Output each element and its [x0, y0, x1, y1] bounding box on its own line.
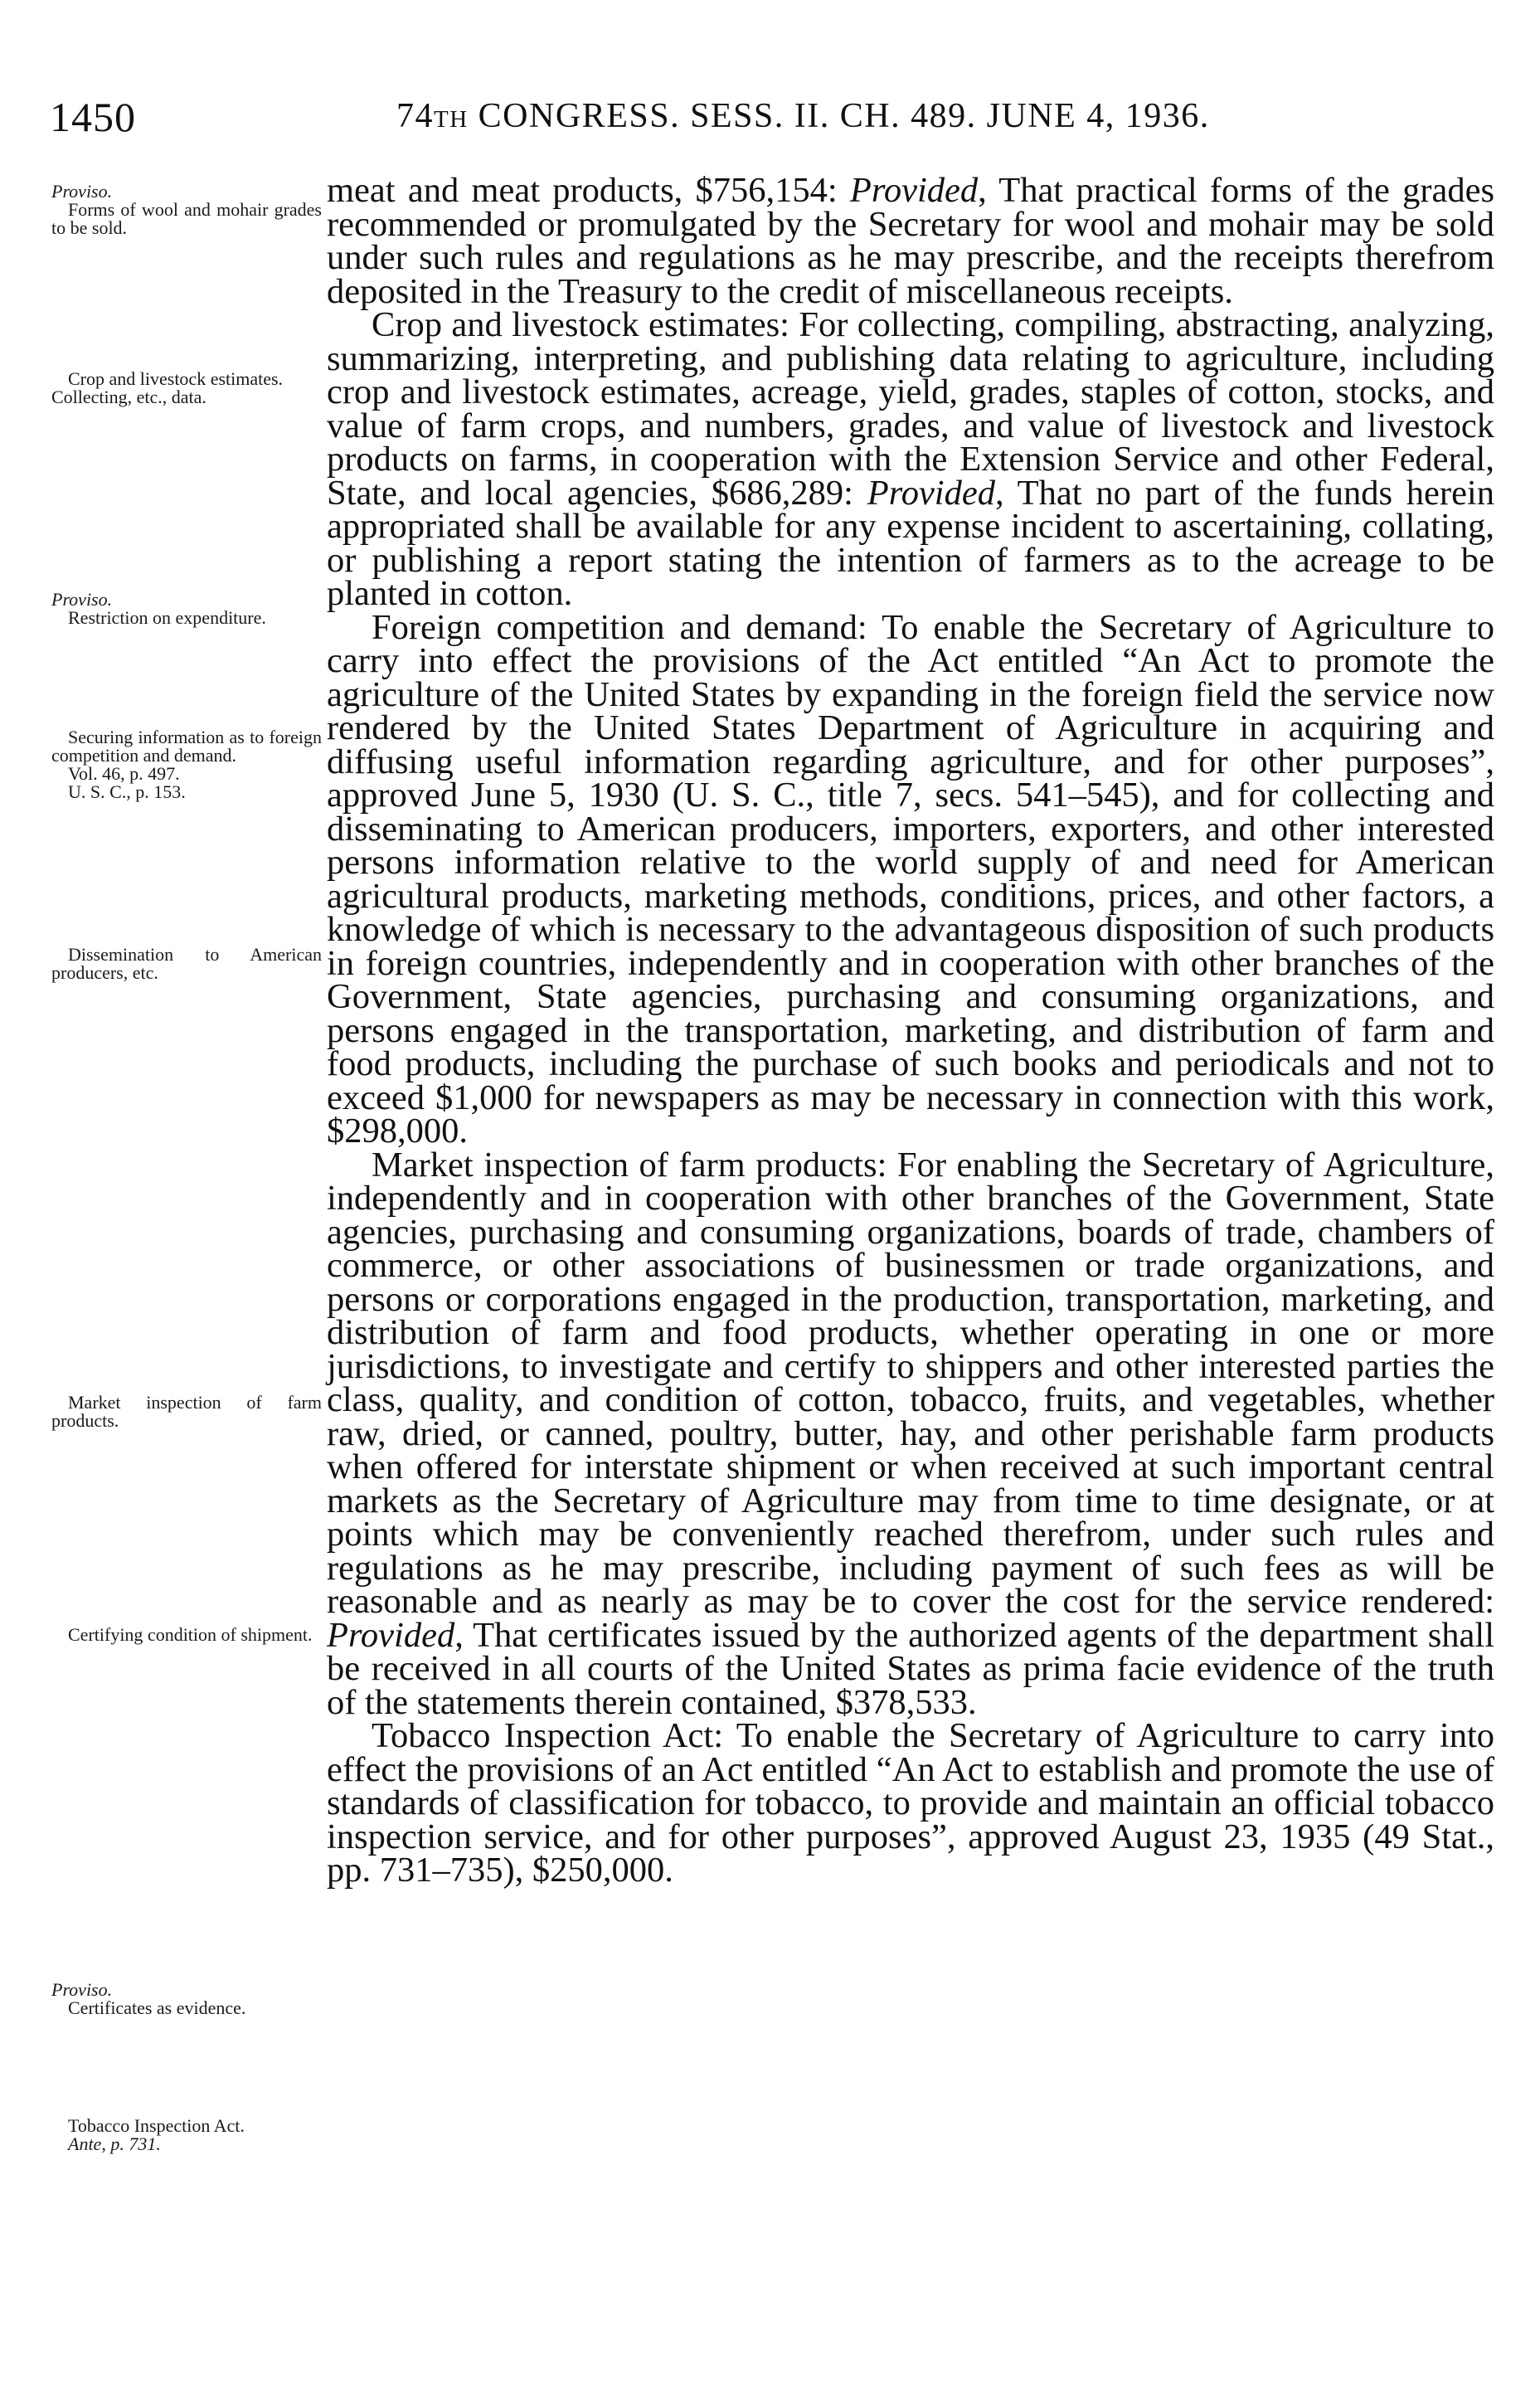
- paragraph-crop-livestock: [327, 305, 1494, 613]
- text-run: Market inspection of farm products: For enabling the Secretary of Agriculture, independently and in cooperation with other branches of the Government, State agencies, purchasing and consuming organizations, boards of trade, chambers of commerce, or other associations of businessmen or trade organizations, and persons or corporations engaged in the production, transportation, marketing, and distribution of farm and food products, whether operating in one or more jurisdictions, to investigate and certify to shippers and other interested parties the class, quality, and condition of cotton, tobacco, fruits, and vegetables, whether raw, dried, or canned, poultry, butter, hay, and other perishable farm products when offered for interstate shipment or when received at such important central markets as the Secretary of Agriculture may from time to time designate, or at points which may be conveniently reached therefrom, under such rules and regulations as he may prescribe, including payment of such fees as will be reasonable and as nearly as may be to cover the cost for the service rendered:: [327, 1145, 1494, 1621]
- margin-note-text: Certifying condition of shipment.: [68, 1624, 313, 1645]
- margin-note-text: Market inspection of farm products.: [51, 1392, 322, 1431]
- paragraph-foreign-competition: Foreign competition and demand: To enable the Secretary of Agriculture to carry into effect the provisions of the Act entitled “An Act to promote the agriculture of the United States by expanding in the foreign field the service now rendered by the United States Department of Agriculture in acquiring and diffusing useful information regarding agriculture, and for other purposes”, approved June 5, 1930 (U. S. C., title 7, secs. 541–545), and for collecting and disseminating to American producers, importers, exporters, and other interested persons information relative to the world supply of and need for American agricultural products, marketing methods, conditions, prices, and other factors, a knowledge of which is necessary to the advantageous disposition of such products in foreign countries, independently and in cooperation with other branches of the Government, State agencies, purchasing and consuming organizations, and persons engaged in the transportation, marketing, and distribution of farm and food products, including the purchase of such books and periodicals and not to exceed $1,000 for newspapers as may be necessary in connection with this work, $298,000.: [327, 607, 1494, 1150]
- paragraph-meat-products: [327, 171, 1494, 311]
- margin-note-subtext: Collecting, etc., data.: [51, 387, 206, 407]
- margin-note-proviso-label: Proviso.: [51, 1979, 113, 2000]
- margin-note-text: Certificates as evidence.: [68, 1997, 246, 2018]
- margin-note-proviso-label: Proviso.: [51, 589, 113, 610]
- margin-note-tobacco: [51, 2117, 322, 2153]
- margin-note-wool-mohair: [51, 182, 322, 237]
- margin-note-proviso-label: Proviso.: [51, 181, 113, 202]
- text-run: , That no part of the funds herein appropriated shall be available for any expense incident to ascertaining, collating, or publishing a report stating the intention of farmers as to the acreage to be planted in cotton.: [327, 473, 1494, 613]
- margin-note-crop-livestock: [51, 370, 322, 406]
- text-run: Crop and livestock estimates: For collecting, compiling, abstracting, analyzing, summarizing, interpreting, and publishing data relating to agriculture, including crop and livestock estimates, acreage, yield, grades, staples of cotton, stocks, and value of farm crops, and numbers, grades, and value of livestock and livestock products on farms, in cooperation with the Extension Service and other Federal, State, and local agencies, $686,289:: [327, 305, 1494, 513]
- text-run: meat and meat products, $756,154:: [327, 171, 850, 210]
- text-run: , That practical forms of the grades recommended or promulgated by the Secretary for wool and mohair may be sold under such rules and regulations as he may prescribe, and the receipts therefrom deposited in the Treasury to the credit of miscellaneous receipts.: [327, 171, 1494, 311]
- congress-ordinal-suffix: th: [434, 97, 469, 135]
- running-head: [396, 96, 1210, 136]
- paragraph-tobacco-inspection: Tobacco Inspection Act: To enable the Secretary of Agriculture to carry into effect the provisions of an Act entitled “An Act to establish and promote the use of standards of classification for tobacco, to provide and maintain an official tobacco inspection service, and for other purposes”, approved August 23, 1935 (49 Stat., pp. 731–735), $250,000.: [327, 1716, 1494, 1890]
- margin-note-citation: U. S. C., p. 153.: [68, 781, 186, 802]
- margin-note-citation: Vol. 46, p. 497.: [68, 763, 180, 784]
- margin-note-foreign-competition: [51, 728, 322, 801]
- page-number: 1450: [50, 94, 136, 140]
- running-head-rest: CONGRESS. SESS. II. CH. 489. JUNE 4, 1936.: [478, 97, 1210, 135]
- margin-note-dissemination: [51, 946, 322, 982]
- margin-note-citation: Ante, p. 731.: [68, 2133, 161, 2154]
- paragraph-market-inspection: [327, 1145, 1494, 1722]
- margin-note-text: Restriction on expenditure.: [68, 607, 266, 628]
- proviso-word: Provided: [867, 473, 995, 513]
- margin-note-text: Tobacco Inspection Act.: [68, 2115, 245, 2136]
- congress-ordinal: 74: [396, 97, 434, 135]
- proviso-word: Provided: [327, 1615, 455, 1655]
- margin-note-certificates: [51, 1981, 322, 2017]
- text-run: , That certificates issued by the authorized agents of the department shall be received in all courts of the United States as prima facie evidence of the truth of the statements therein contained, $378,533.: [327, 1615, 1494, 1722]
- page-header: [50, 93, 1493, 143]
- margin-note-text: Dissemination to American producers, etc.: [51, 944, 322, 983]
- margin-note-text: Crop and livestock estimates.: [68, 368, 284, 389]
- margin-note-text: Forms of wool and mohair grades to be sold.: [51, 199, 322, 238]
- margin-note-text: Securing information as to foreign competition and demand.: [51, 727, 322, 766]
- margin-note-certifying: [51, 1626, 322, 1644]
- margin-note-restriction: [51, 591, 322, 627]
- margin-note-market-inspection: [51, 1394, 322, 1430]
- proviso-word: Provided: [849, 171, 979, 210]
- main-text: [327, 171, 1494, 1890]
